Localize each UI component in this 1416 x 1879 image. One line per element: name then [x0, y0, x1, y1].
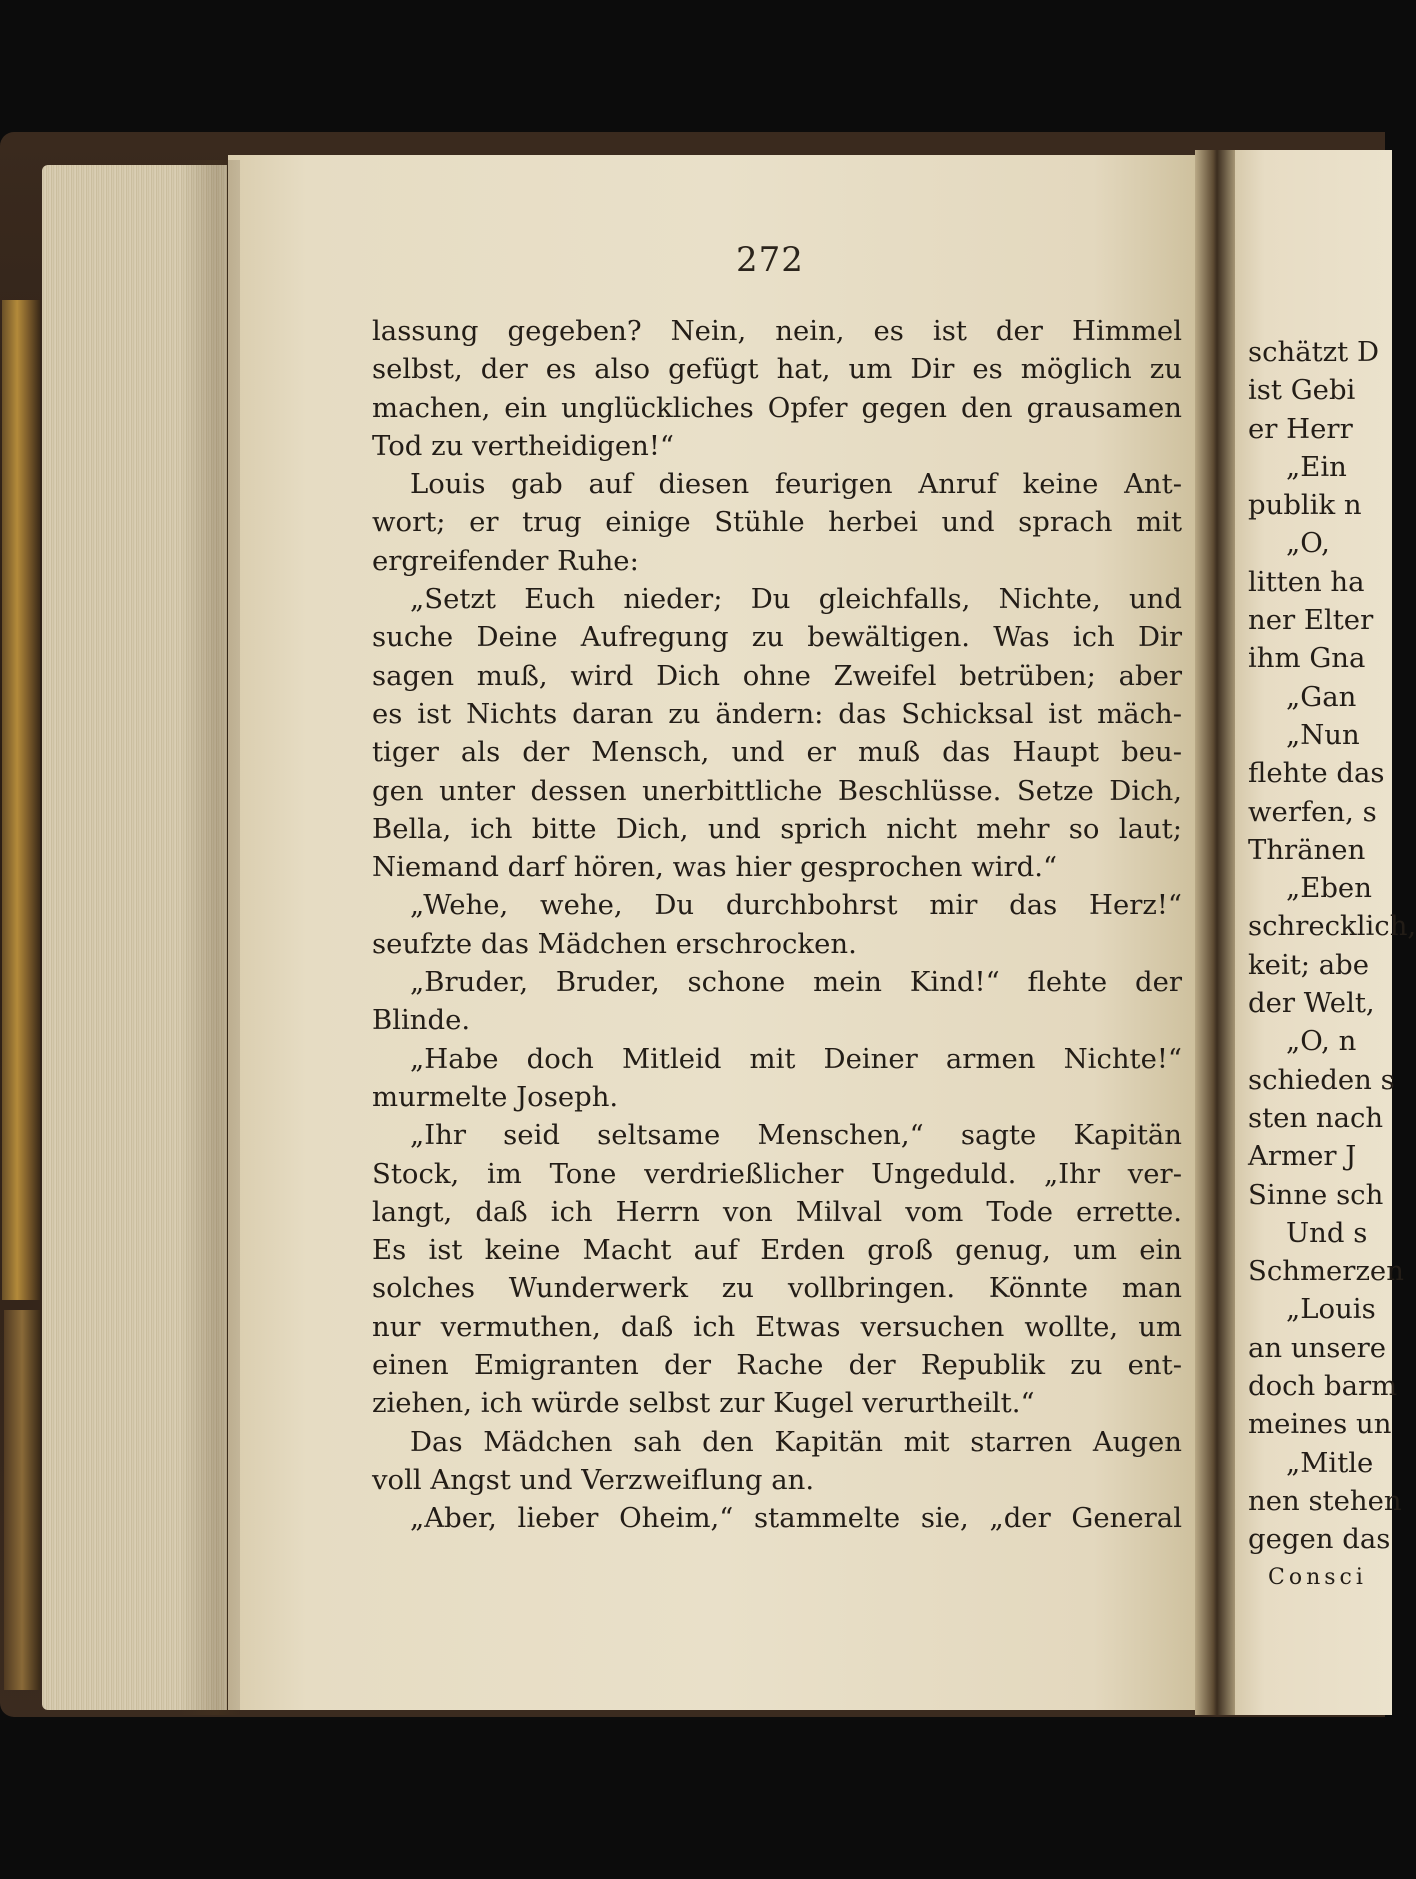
- text-line: an unsere: [1248, 1331, 1387, 1364]
- page-edge-shadow: [180, 160, 240, 1715]
- text-line: selbst, der es also gefügt hat, um Dir es möglich zu: [372, 353, 1182, 386]
- text-line: keit; abe: [1248, 948, 1370, 981]
- text-line: „Louis: [1286, 1293, 1376, 1326]
- text-line: schätzt D: [1248, 336, 1380, 368]
- text-line: gegen das: [1248, 1523, 1391, 1556]
- text-line: nen stehen: [1248, 1484, 1402, 1517]
- text-line: ergreifender Ruhe:: [372, 544, 639, 577]
- text-line: Und s: [1286, 1216, 1368, 1249]
- text-line: Thränen: [1248, 833, 1366, 866]
- text-line: doch barm: [1248, 1370, 1398, 1403]
- text-line: ihm Gna: [1248, 642, 1366, 675]
- text-line: „Bruder, Bruder, schone mein Kind!“ flehte der: [410, 966, 1182, 999]
- text-line: suche Deine Aufregung zu bewältigen. Was ich Dir: [372, 621, 1182, 654]
- text-line: Bella, ich bitte Dich, und sprich nicht mehr so laut;: [372, 812, 1182, 845]
- text-line: „Habe doch Mitleid mit Deiner armen Nichte!“: [410, 1042, 1182, 1075]
- text-line: ist Gebi: [1248, 374, 1356, 407]
- text-line: Stock, im Tone verdrießlicher Ungeduld. „Ihr ver-: [372, 1157, 1182, 1190]
- text-line: machen, ein unglückliches Opfer gegen den grausamen: [372, 391, 1182, 424]
- text-line: einen Emigranten der Rache der Republik zu ent-: [372, 1349, 1182, 1382]
- text-line: ziehen, ich würde selbst zur Kugel verurtheilt.“: [372, 1387, 1035, 1420]
- text-line: flehte das: [1248, 757, 1385, 790]
- text-line: publik n: [1248, 489, 1362, 522]
- text-line: er Herr: [1248, 412, 1353, 445]
- cover-spine-gilding: [2, 300, 40, 1300]
- text-line: „Ihr seid seltsame Menschen,“ sagte Kapitän: [410, 1119, 1182, 1152]
- right-page-text: [1248, 333, 1416, 1597]
- text-line: sten nach: [1248, 1101, 1384, 1134]
- signature-mark: Consci: [1268, 1564, 1367, 1590]
- left-page-text: [372, 312, 1182, 1538]
- text-line: tiger als der Mensch, und er muß das Haupt beu-: [372, 736, 1182, 769]
- text-line: murmelte Joseph.: [372, 1080, 619, 1113]
- text-line: der Welt,: [1248, 987, 1375, 1020]
- text-line: „O, n: [1286, 1025, 1357, 1058]
- text-line: „Nun: [1286, 718, 1360, 751]
- text-line: langt, daß ich Herrn von Milval vom Tode errette.: [372, 1195, 1182, 1228]
- text-line: Blinde.: [372, 1004, 471, 1037]
- text-line: es ist Nichts daran zu ändern: das Schicksal ist mäch-: [372, 697, 1182, 730]
- page-number: 272: [736, 240, 804, 280]
- text-line: „Aber, lieber Oheim,“ stammelte sie, „der General: [410, 1502, 1182, 1535]
- cover-spine-gilding-lower: [4, 1310, 40, 1690]
- text-line: ner Elter: [1248, 604, 1374, 637]
- text-line: wort; er trug einige Stühle herbei und sprach mit: [372, 506, 1182, 539]
- text-line: Sinne sch: [1248, 1178, 1384, 1211]
- text-line: solches Wunderwerk zu vollbringen. Könnte man: [372, 1272, 1182, 1305]
- text-line: meines un: [1248, 1408, 1392, 1441]
- text-line: „Gan: [1286, 680, 1357, 713]
- text-line: Es ist keine Macht auf Erden groß genug, um ein: [372, 1234, 1182, 1267]
- text-line: nur vermuthen, daß ich Etwas versuchen wollte, um: [372, 1310, 1182, 1343]
- text-line: Das Mädchen sah den Kapitän mit starren Augen: [410, 1425, 1182, 1458]
- text-line: sagen muß, wird Dich ohne Zweifel betrüben; aber: [372, 659, 1182, 692]
- text-line: lassung gegeben? Nein, nein, es ist der Himmel: [372, 315, 1182, 347]
- text-line: seufzte das Mädchen erschrocken.: [372, 927, 857, 960]
- text-line: „Ein: [1286, 450, 1347, 483]
- text-line: gen unter dessen unerbittliche Beschlüsse. Setze Dich,: [372, 774, 1182, 807]
- text-line: „Mitle: [1286, 1446, 1374, 1479]
- text-line: litten ha: [1248, 565, 1365, 598]
- text-line: Schmerzen: [1248, 1255, 1404, 1288]
- text-line: „O,: [1286, 527, 1330, 560]
- book-gutter: [1195, 150, 1235, 1715]
- text-line: voll Angst und Verzweiflung an.: [372, 1463, 815, 1496]
- text-line: Niemand darf hören, was hier gesprochen wird.“: [372, 851, 1058, 884]
- text-line: schieden s: [1248, 1063, 1395, 1096]
- text-line: Armer J: [1248, 1140, 1357, 1173]
- text-line: „Wehe, wehe, Du durchbohrst mir das Herz!“: [410, 889, 1182, 922]
- text-line: schrecklich,: [1248, 910, 1416, 943]
- text-line: Louis gab auf diesen feurigen Anruf keine Ant-: [410, 468, 1182, 501]
- text-line: Tod zu vertheidigen!“: [372, 429, 674, 462]
- text-line: werfen, s: [1248, 795, 1377, 828]
- text-line: „Eben: [1286, 872, 1372, 905]
- text-line: „Setzt Euch nieder; Du gleichfalls, Nichte, und: [410, 583, 1182, 616]
